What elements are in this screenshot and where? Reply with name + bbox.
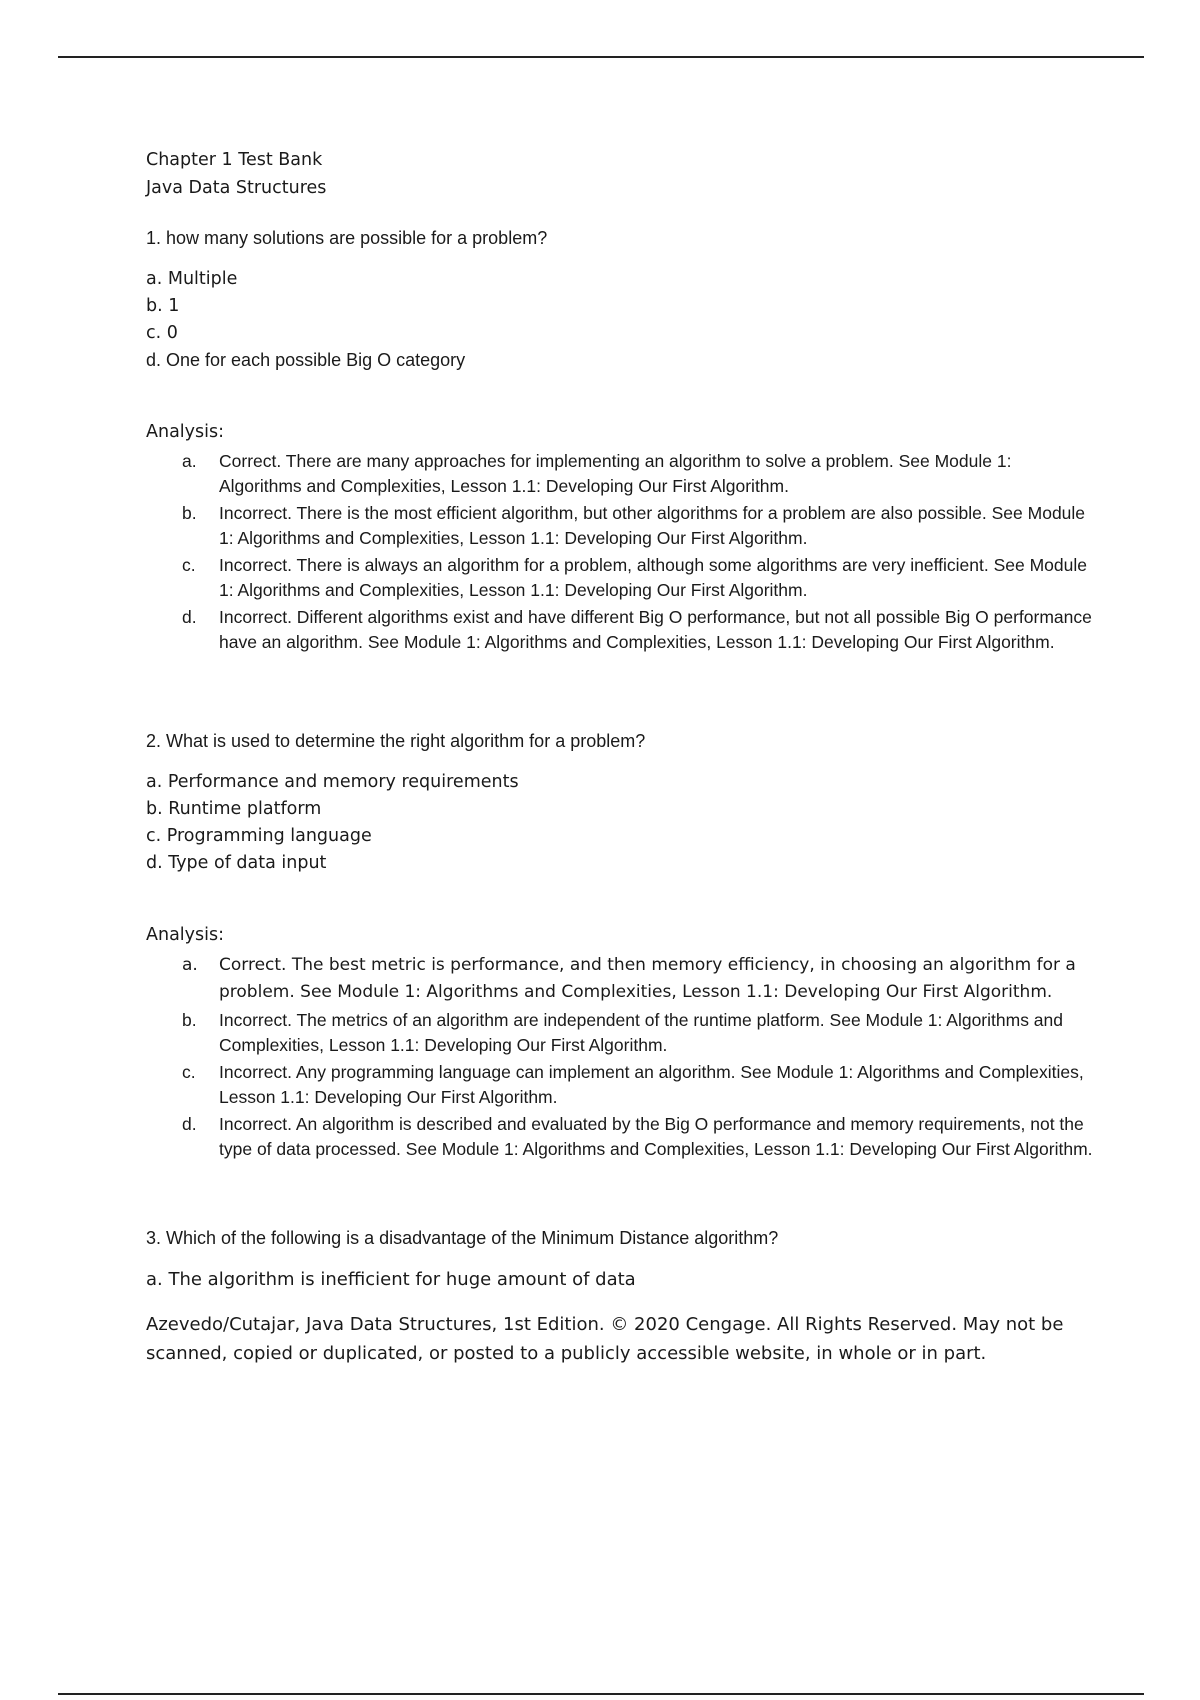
analysis-item <box>146 605 1096 655</box>
analysis-letter: b. <box>182 1010 197 1030</box>
question-3: 3. Which of the following is a disadvantage of the Minimum Distance algorithm? <box>146 1228 779 1248</box>
question-2-analysis <box>146 952 1096 1162</box>
analysis-item <box>146 1112 1096 1162</box>
analysis-label: Analysis: <box>146 925 224 945</box>
analysis-item <box>146 449 1096 499</box>
analysis-text: Incorrect. There is always an algorithm for a problem, although some algorithms are very inefficient. See Module 1: Algorithms and Complexities, Lesson 1.1: Developing Our First Algorithm. <box>219 555 1087 600</box>
question-1: 1. how many solutions are possible for a problem? <box>146 228 548 248</box>
analysis-text: Incorrect. The metrics of an algorithm are independent of the runtime platform. See Module 1: Algorithms and Complexities, Lesson 1.1: Developing Our First Algorithm. <box>219 1010 1064 1055</box>
analysis-text: Incorrect. An algorithm is described and evaluated by the Big O performance and memory requirements, not the type of data processed. See Module 1: Algorithms and Complexities, Lesson 1.1: Developing Our First Algorithm. <box>219 1114 1093 1159</box>
analysis-letter: a. <box>182 955 198 975</box>
analysis-item <box>146 501 1096 551</box>
option: c. 0 <box>146 323 178 343</box>
question-2-options <box>146 769 1096 877</box>
analysis-text: Incorrect. There is the most efficient algorithm, but other algorithms for a problem are also possible. See Module 1: Algorithms and Complexities, Lesson 1.1: Developing Our First Algorithm. <box>219 503 1086 548</box>
document-body <box>146 146 1096 1368</box>
analysis-item <box>146 553 1096 603</box>
analysis-item <box>146 1060 1096 1110</box>
analysis-letter: c. <box>182 555 196 575</box>
analysis-letter: c. <box>182 1062 196 1082</box>
question-2: 2. What is used to determine the right algorithm for a problem? <box>146 731 646 751</box>
option: d. Type of data input <box>146 853 327 873</box>
question-1-analysis <box>146 449 1096 655</box>
document-title: Chapter 1 Test Bank <box>146 150 323 170</box>
analysis-text: Correct. The best metric is performance, and then memory efficiency, in choosing an algorithm for a problem. See Module 1: Algorithms and Complexities, Lesson 1.1: Developing Our First Algorithm. <box>219 955 1076 1002</box>
analysis-text: Incorrect. Different algorithms exist and have different Big O performance, but not all possible Big O performance have an algorithm. See Module 1: Algorithms and Complexities, Lesson 1.1: Developing Our First Algorithm. <box>219 607 1092 652</box>
option: d. One for each possible Big O category <box>146 350 466 370</box>
document-subtitle: Java Data Structures <box>146 178 327 198</box>
analysis-letter: d. <box>182 607 197 627</box>
copyright-notice: Azevedo/Cutajar, Java Data Structures, 1st Edition. © 2020 Cengage. All Rights Reserved. May not be scanned, copied or duplicated, or posted to a publicly accessible website, in whole or in part. <box>146 1314 1064 1364</box>
analysis-text: Incorrect. Any programming language can implement an algorithm. See Module 1: Algorithms and Complexities, Lesson 1.1: Developing Our First Algorithm. <box>219 1062 1084 1107</box>
option: c. Programming language <box>146 826 372 846</box>
analysis-label: Analysis: <box>146 422 224 442</box>
analysis-item <box>146 952 1096 1006</box>
analysis-letter: b. <box>182 503 197 523</box>
option: b. Runtime platform <box>146 799 322 819</box>
option: a. Performance and memory requirements <box>146 772 519 792</box>
top-rule <box>58 56 1144 58</box>
option: b. 1 <box>146 296 180 316</box>
bottom-rule <box>58 1693 1144 1695</box>
question-1-options <box>146 266 1096 374</box>
option: a. Multiple <box>146 269 238 289</box>
analysis-item <box>146 1008 1096 1058</box>
analysis-letter: a. <box>182 451 197 471</box>
option: a. The algorithm is inefficient for huge amount of data <box>146 1269 636 1290</box>
analysis-text: Correct. There are many approaches for implementing an algorithm to solve a problem. See Module 1: Algorithms and Complexities, Lesson 1.1: Developing Our First Algorithm. <box>219 451 1012 496</box>
analysis-letter: d. <box>182 1114 197 1134</box>
